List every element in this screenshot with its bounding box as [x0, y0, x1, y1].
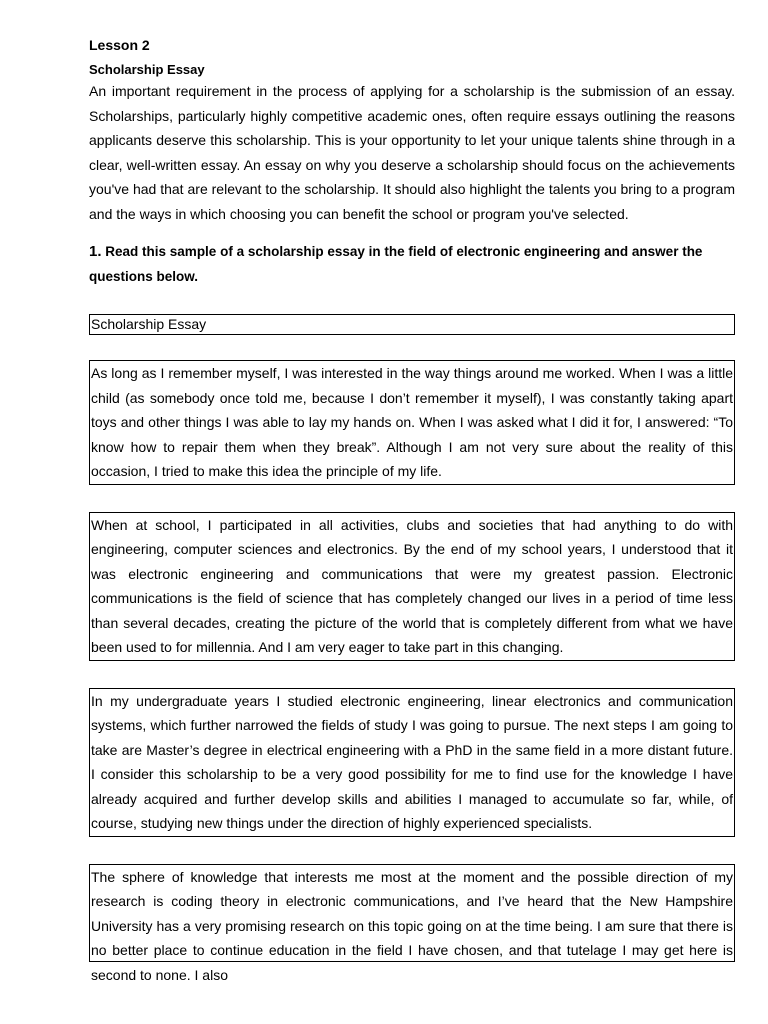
task-instruction	[89, 240, 735, 289]
essay-title-box: Scholarship Essay	[89, 314, 735, 335]
task-text: Read this sample of a scholarship essay in the field of electronic engineering and answer the questions below.	[89, 244, 703, 284]
lesson-heading: Lesson 2	[89, 37, 150, 53]
document-page	[89, 36, 735, 983]
lesson-subtitle: Scholarship Essay	[89, 62, 205, 77]
essay-paragraph-3: In my undergraduate years I studied electronic engineering, linear electronics and communication systems, which further narrowed the fields of study I was going to pursue. The next steps I am going to take are Master’s degree in electrical engineering with a PhD in the same field in a more distant future. I consider this scholarship to be a very good possibility for me to find use for the knowledge I have already acquired and further develop skills and abilities I managed to accumulate so far, while, of course, studying new things under the direction of highly experienced specialists.	[89, 688, 735, 837]
essay-paragraph-2: When at school, I participated in all activities, clubs and societies that had anything to do with engineering, computer sciences and electronics. By the end of my school years, I understood that it was electronic engineering and communications that were my greatest passion. Electronic communications is the field of science that has completely changed our lives in a period of time less than several decades, creating the picture of the world that is completely different from what we have been used to for millennia. And I am very eager to take part in this changing.	[89, 512, 735, 661]
essay-paragraph-1: As long as I remember myself, I was interested in the way things around me worked. When I was a little child (as somebody once told me, because I don’t remember it myself), I was constantly taking apart toys and other things I was able to lay my hands on. When I was asked what I did it for, I answered: “To know how to repair them when they break”. Although I am not very sure about the reality of this occasion, I tried to make this idea the principle of my life.	[89, 360, 735, 485]
task-number: 1.	[89, 243, 102, 260]
intro-paragraph: An important requirement in the process of applying for a scholarship is the submission of an essay. Scholarships, particularly highly competitive academic ones, often require essays outlining the reasons applicants deserve this scholarship. This is your opportunity to let your unique talents shine through in a clear, well-written essay. An essay on why you deserve a scholarship should focus on the achievements you've had that are relevant to the scholarship. It should also highlight the talents you bring to a program and the ways in which choosing you can benefit the school or program you've selected.	[89, 83, 735, 222]
essay-paragraph-4: The sphere of knowledge that interests me most at the moment and the possible direction of my research is coding theory in electronic communications, and I’ve heard that the New Hampshire University has a very promising research on this topic going on at the time being. I am sure that there is no better place to continue education in the field I have chosen, and that tutelage I may get here is second to none. I also	[89, 864, 735, 962]
